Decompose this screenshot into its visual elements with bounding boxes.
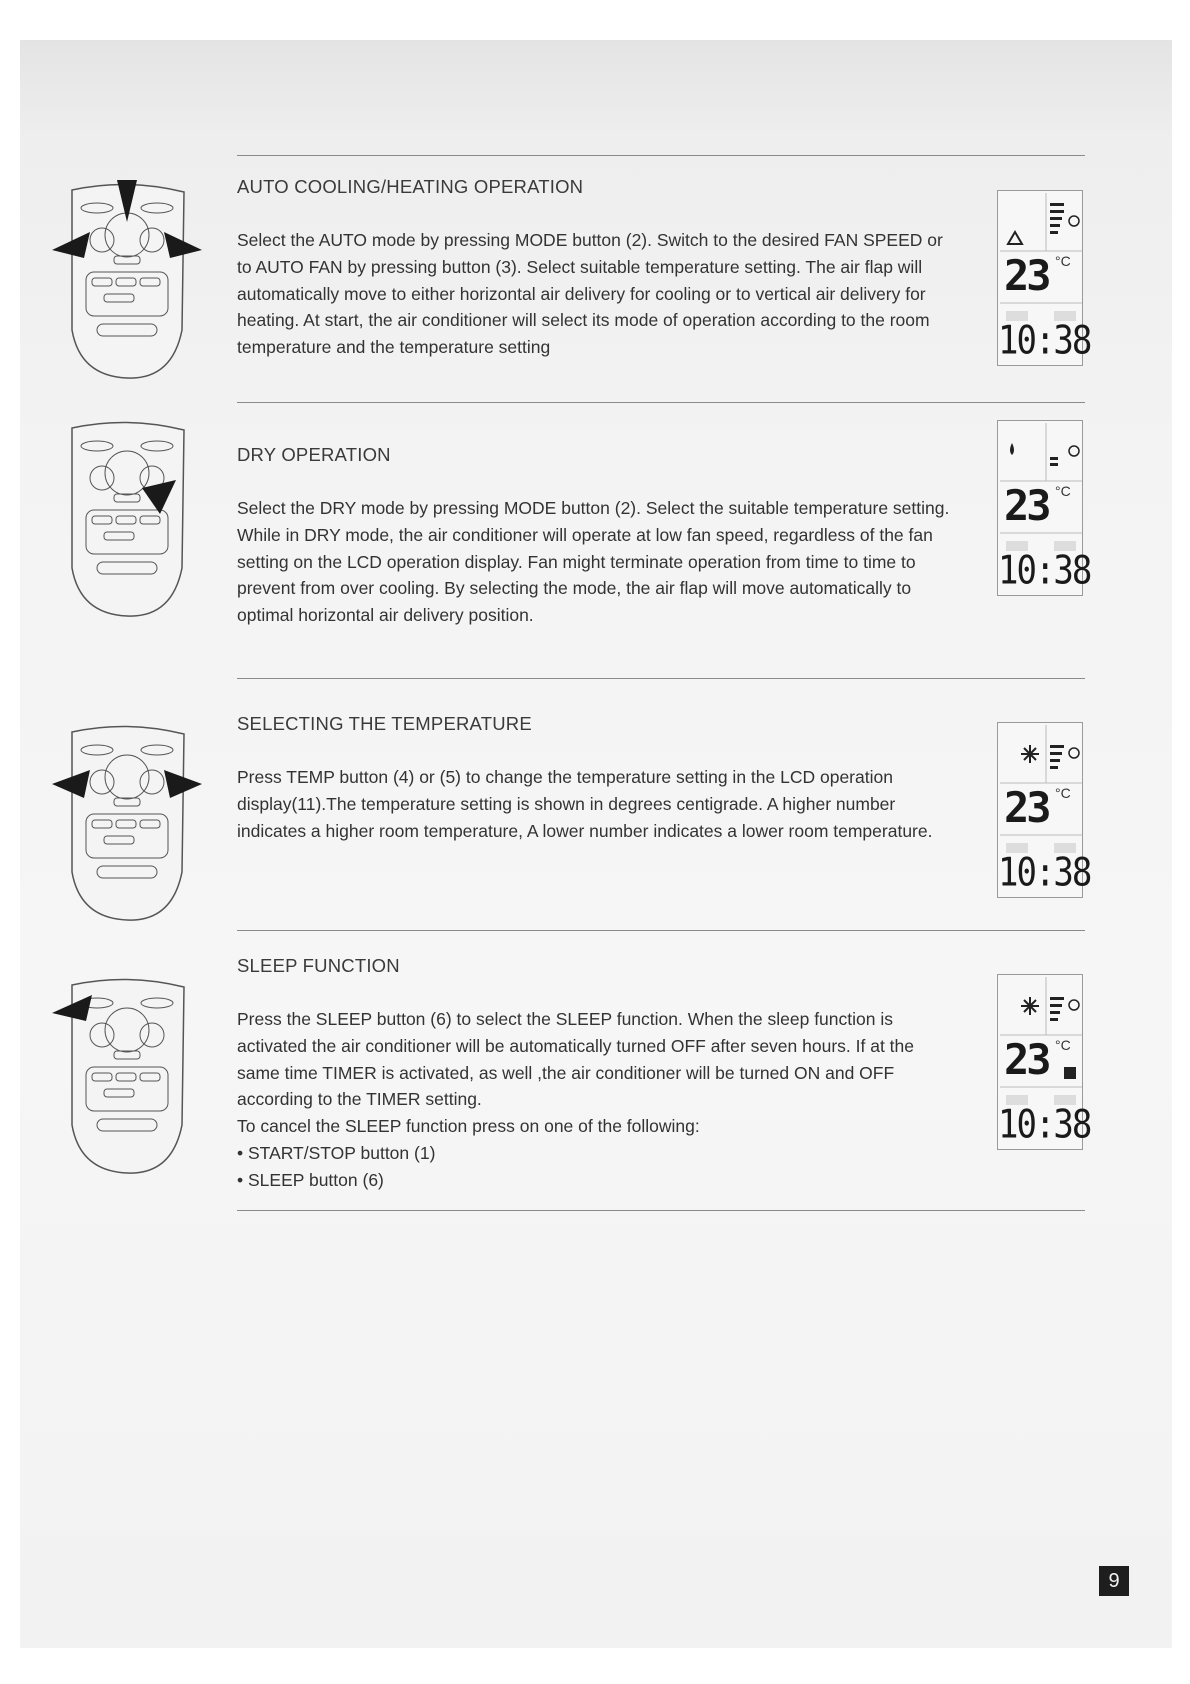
lcd-display: [997, 974, 1091, 1150]
section-body: Select the AUTO mode by pressing MODE button (2). Switch to the desired FAN SPEED or to AUTO FAN by pressing button (3). Select suitable temperature setting. The air flap will automatically move to either horizontal air delivery for cooling or to vertical air delivery for heating. At start, the air conditioner will select its mode of operation according to the room temperature and the temperature setting: [237, 230, 943, 358]
lcd-clock: 10:38: [998, 548, 1091, 594]
lcd-display: [997, 420, 1091, 596]
cancel-options-list: [237, 1140, 957, 1194]
lcd-temperature: 23: [1004, 481, 1049, 530]
list-item: • SLEEP button (6): [237, 1167, 957, 1194]
section-title: SELECTING THE TEMPERATURE: [237, 713, 532, 734]
auto-triangle-icon: [1008, 232, 1022, 244]
section-body: Press TEMP button (4) or (5) to change the temperature setting in the LCD operation display(11).The temperature setting is shown in degrees centigrade. A higher number indicates a higher room temperature, A lower number indicates a lower room temperature.: [237, 767, 933, 841]
dry-drop-icon: [1010, 443, 1014, 455]
fan-icon: [1069, 216, 1079, 226]
fan-icon: [1069, 1000, 1079, 1010]
sleep-moon-icon: [1064, 1067, 1076, 1079]
snowflake-icon: [1021, 745, 1039, 763]
fan-icon: [1069, 748, 1079, 758]
fan-icon: [1069, 446, 1079, 456]
lcd-display: [997, 722, 1091, 898]
section-paragraph: Press the SLEEP button (6) to select the SLEEP function. When the sleep function is activated the air conditioner will be automatically turned OFF after seven hours. If at the same time TIMER is activated, as well ,the air conditioner will be turned ON and OFF according to the TIMER setting.: [237, 1009, 915, 1110]
lcd-temperature: 23: [1004, 783, 1049, 832]
section-title: AUTO COOLING/HEATING OPERATION: [237, 176, 584, 197]
section-body: [237, 1006, 957, 1194]
list-item: • START/STOP button (1): [237, 1140, 957, 1167]
section-divider: [237, 1210, 1085, 1211]
lcd-clock: 10:38: [998, 318, 1091, 364]
remote-control-illustration: [52, 975, 202, 1175]
lcd-clock: 10:38: [998, 1102, 1091, 1148]
lcd-unit: °C: [1055, 483, 1071, 499]
snowflake-icon: [1021, 997, 1039, 1015]
lcd-display: [997, 190, 1091, 366]
section-body: Select the DRY mode by pressing MODE button (2). Select the suitable temperature setting. While in DRY mode, the air conditioner will operate at low fan speed, regardless of the fan setting on the LCD operation display. Fan might terminate operation from time to time to prevent from over cooling. By selecting the mode, the air flap will move automatically to optimal horizontal air delivery position.: [237, 498, 950, 626]
lcd-clock: 10:38: [998, 850, 1091, 896]
lcd-unit: °C: [1055, 253, 1071, 269]
lcd-unit: °C: [1055, 1037, 1071, 1053]
lcd-temperature: 23: [1004, 1035, 1049, 1084]
remote-control-illustration: [52, 722, 202, 922]
section-title: DRY OPERATION: [237, 444, 391, 465]
section-divider: [237, 402, 1085, 403]
lcd-temperature: 23: [1004, 251, 1049, 300]
page-number: 9: [1099, 1566, 1129, 1596]
section-paragraph: To cancel the SLEEP function press on one of the following:: [237, 1116, 700, 1137]
remote-control-illustration: [52, 418, 202, 618]
lcd-unit: °C: [1055, 785, 1071, 801]
section-title: SLEEP FUNCTION: [237, 955, 400, 976]
section-divider: [237, 930, 1085, 931]
section-divider: [237, 678, 1085, 679]
section-divider: [237, 155, 1085, 156]
remote-control-illustration: [52, 180, 202, 380]
